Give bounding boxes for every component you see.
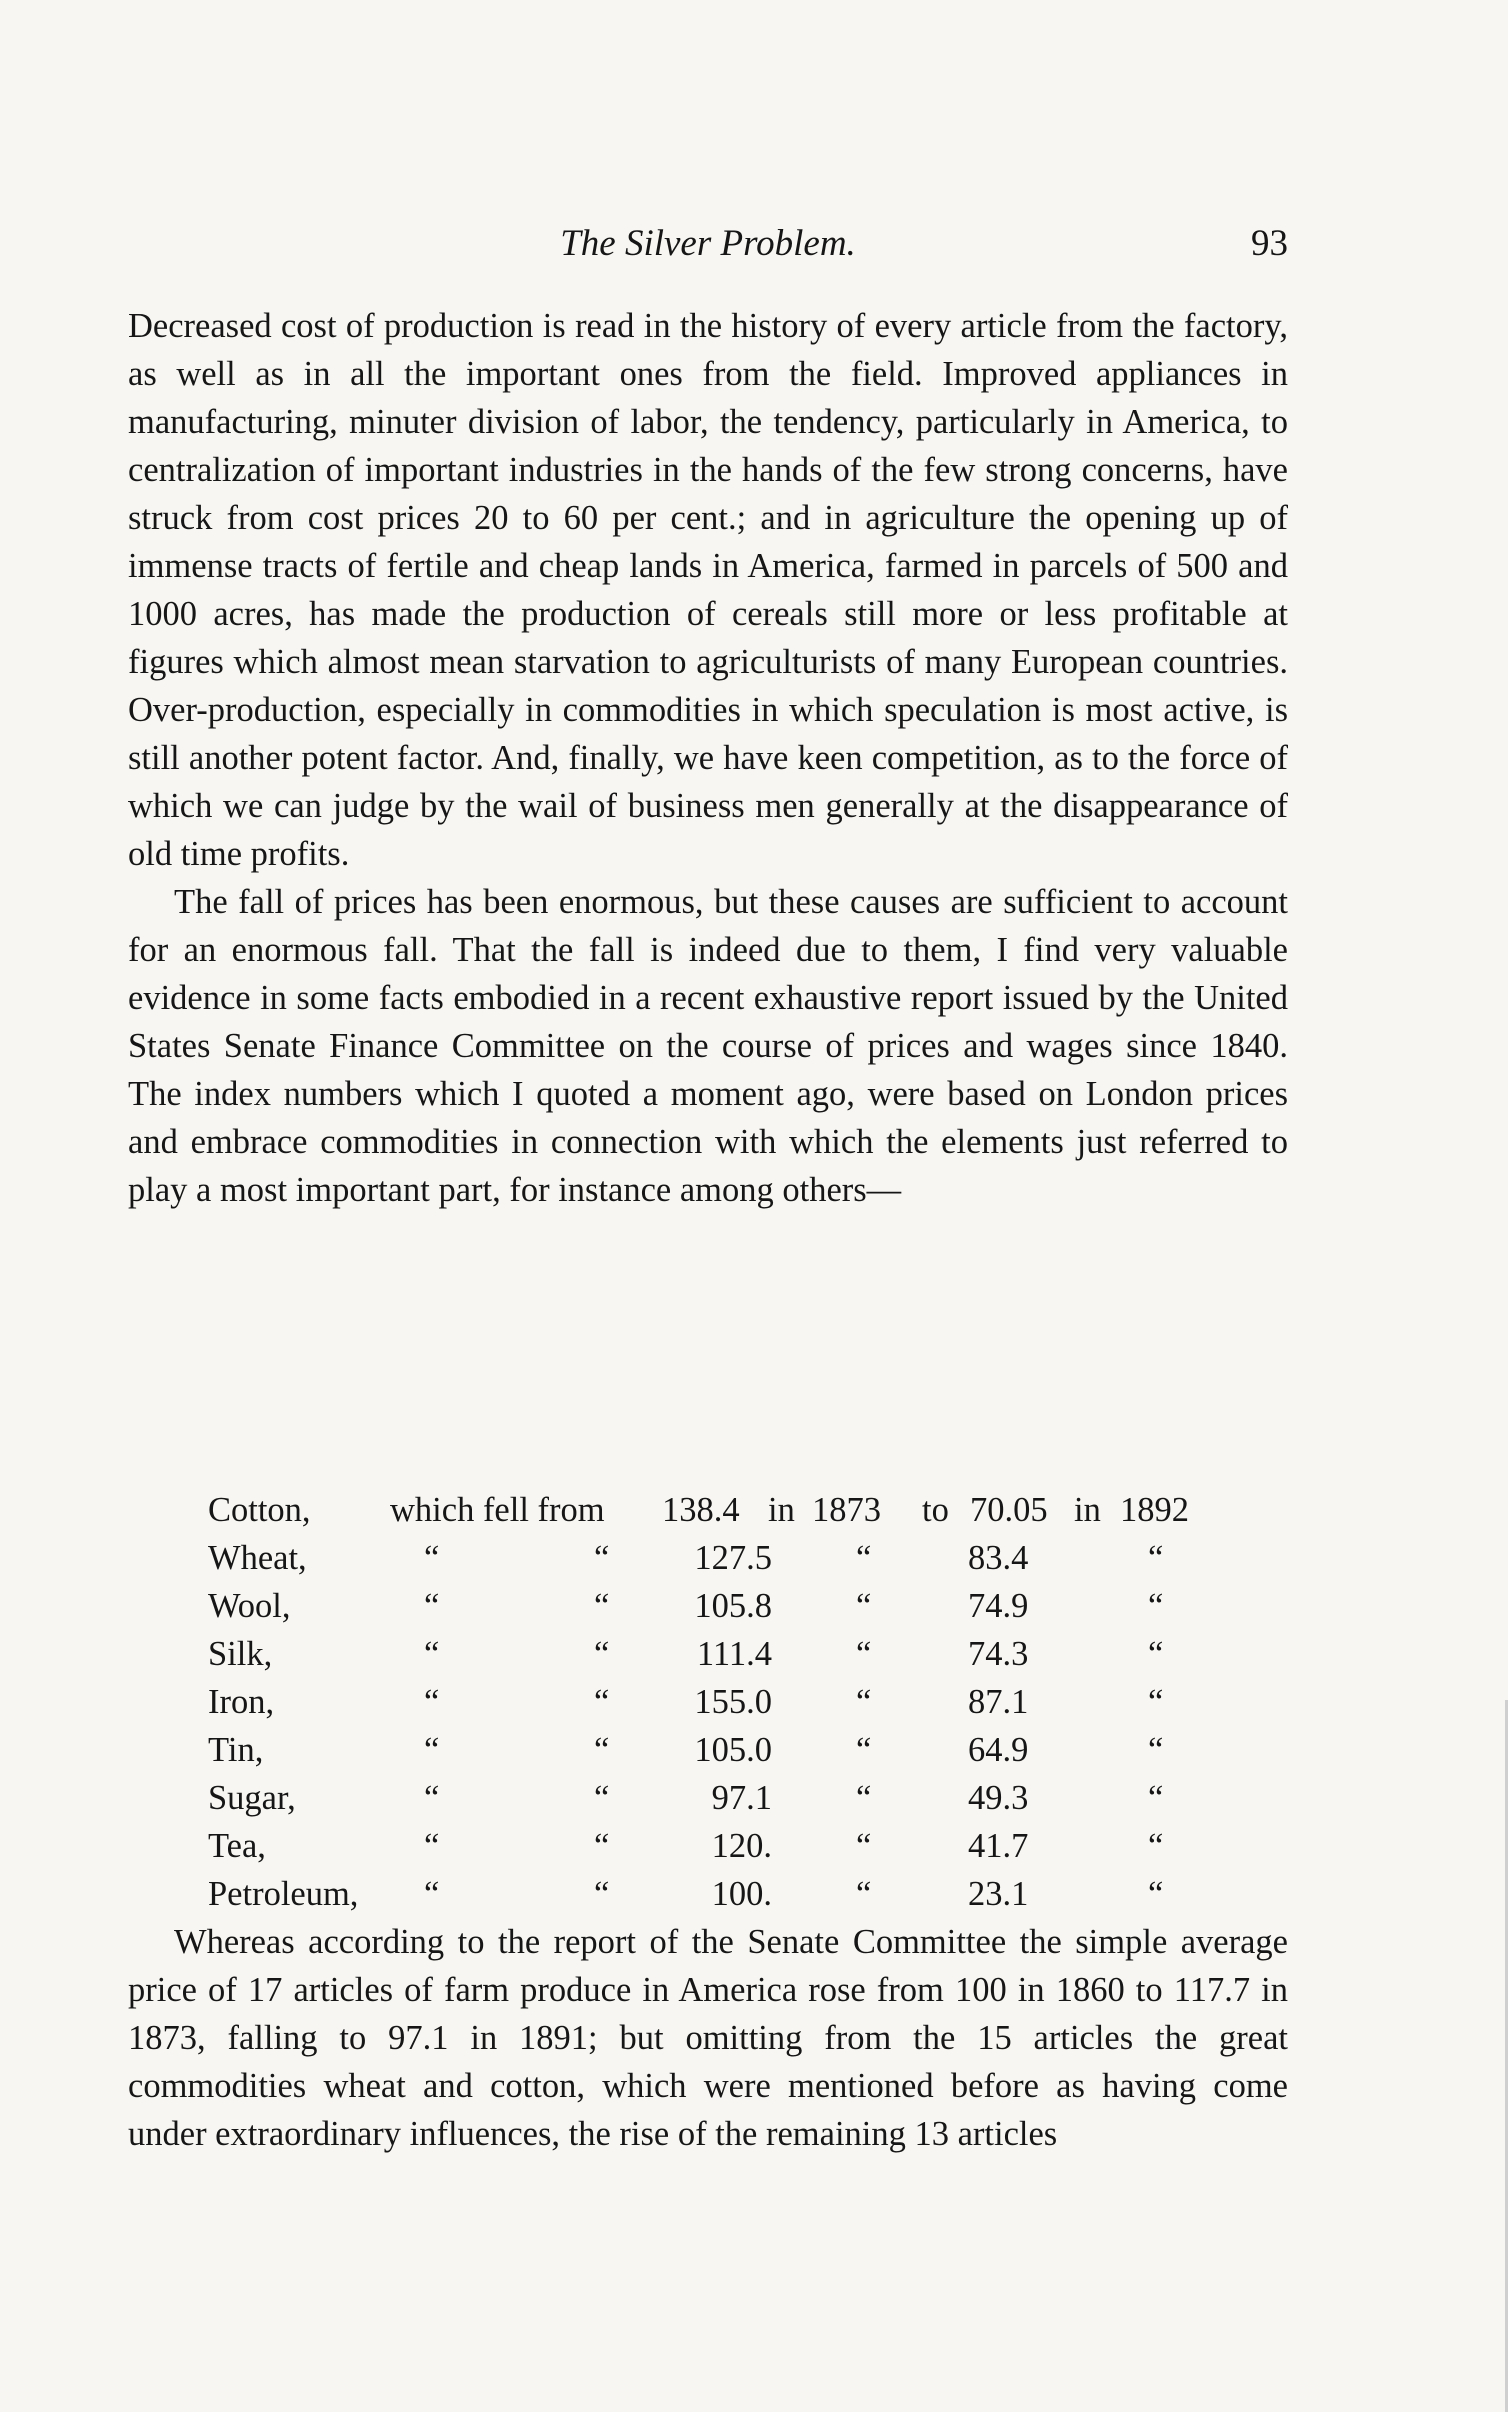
row-verb: which fell from	[390, 1491, 605, 1529]
ditto-mark: “	[424, 1827, 440, 1865]
ditto-mark: “	[1148, 1635, 1164, 1673]
paragraph-1: Decreased cost of production is read in the history of every article from the factory, as well as in all the important ones from the field. Improved appliances in manufacturing, minuter division of labor, the tendency, particularly in America, to centralization of important industries in the hands of the few strong concerns, have struck from cost prices 20 to 60 per cent.; and in agriculture the opening up of immense tracts of fertile and cheap lands in America, farmed in parcels of 500 and 1000 acres, has made the production of cereals still more or less profitable at figures which almost mean starvation to agriculturists of many European countries. Over-production, especially in commodities in which speculation is most active, is still another potent factor. And, finally, we have keen competition, as to the force of which we can judge by the wail of business men generally at the disappearance of old time profits.	[128, 307, 1288, 873]
commodity-name: Silk,	[208, 1635, 273, 1673]
ditto-mark: “	[1148, 1539, 1164, 1577]
ditto-mark: “	[424, 1539, 440, 1577]
from-value: 100.	[711, 1875, 772, 1913]
ditto-mark: “	[594, 1635, 610, 1673]
ditto-mark: “	[856, 1875, 872, 1913]
running-title: The Silver Problem.	[560, 223, 856, 264]
ditto-mark: “	[856, 1539, 872, 1577]
to-value: 74.3	[968, 1635, 1029, 1673]
to-value: 23.1	[968, 1875, 1029, 1913]
ditto-mark: “	[1148, 1587, 1164, 1625]
from-value: 105.0	[694, 1731, 772, 1769]
ditto-mark: “	[856, 1587, 872, 1625]
table-row	[208, 1870, 1208, 1918]
to-value: 83.4	[968, 1539, 1029, 1577]
ditto-mark: “	[424, 1683, 440, 1721]
from-value: 105.8	[694, 1587, 772, 1625]
closing-text	[128, 1918, 1288, 2158]
table-row	[208, 1630, 1208, 1678]
ditto-mark: “	[856, 1731, 872, 1769]
table-row	[208, 1822, 1208, 1870]
ditto-mark: “	[594, 1539, 610, 1577]
table-row	[208, 1534, 1208, 1582]
to-value: 70.05	[970, 1491, 1048, 1529]
in-word: in	[768, 1491, 795, 1529]
table-row	[208, 1726, 1208, 1774]
year-from: 1873	[812, 1491, 881, 1529]
in-word: in	[1074, 1491, 1101, 1529]
page-number: 93	[1251, 223, 1288, 264]
ditto-mark: “	[424, 1779, 440, 1817]
ditto-mark: “	[424, 1635, 440, 1673]
page-header	[128, 222, 1288, 282]
ditto-mark: “	[1148, 1683, 1164, 1721]
commodity-name: Wool,	[208, 1587, 291, 1625]
to-value: 87.1	[968, 1683, 1029, 1721]
table-row	[208, 1678, 1208, 1726]
ditto-mark: “	[1148, 1731, 1164, 1769]
ditto-mark: “	[856, 1779, 872, 1817]
commodity-name: Tin,	[208, 1731, 264, 1769]
from-value: 155.0	[694, 1683, 772, 1721]
to-value: 49.3	[968, 1779, 1029, 1817]
table-row	[208, 1582, 1208, 1630]
paragraph-3: Whereas according to the report of the Senate Committee the simple average price of 17 articles of farm produce in America rose from 100 in 1860 to 117.7 in 1873, falling to 97.1 in 1891; but omitting from the 15 articles the great commodities wheat and cotton, which were mentioned before as having come under extraordinary influences, the rise of the remaining 13 articles	[128, 1923, 1288, 2153]
commodity-name: Sugar,	[208, 1779, 296, 1817]
to-word: to	[922, 1491, 949, 1529]
ditto-mark: “	[1148, 1827, 1164, 1865]
ditto-mark: “	[424, 1731, 440, 1769]
to-value: 64.9	[968, 1731, 1029, 1769]
ditto-mark: “	[594, 1779, 610, 1817]
to-value: 41.7	[968, 1827, 1029, 1865]
ditto-mark: “	[1148, 1875, 1164, 1913]
table-row	[208, 1486, 1208, 1534]
body-text	[128, 302, 1288, 1214]
paragraph-2: The fall of prices has been enormous, but these causes are sufficient to account for an enormous fall. That the fall is indeed due to them, I find very valuable evidence in some facts embodied in a recent exhaustive report issued by the United States Senate Finance Committee on the course of prices and wages since 1840. The index numbers which I quoted a moment ago, were based on London prices and embrace commodities in connection with which the elements just referred to play a most important part, for instance among others—	[128, 883, 1288, 1209]
year-to: 1892	[1120, 1491, 1189, 1529]
table-row	[208, 1774, 1208, 1822]
commodity-name: Tea,	[208, 1827, 266, 1865]
price-table	[208, 1486, 1208, 1918]
to-value: 74.9	[968, 1587, 1029, 1625]
ditto-mark: “	[594, 1683, 610, 1721]
commodity-name: Petroleum,	[208, 1875, 359, 1913]
ditto-mark: “	[856, 1827, 872, 1865]
ditto-mark: “	[594, 1731, 610, 1769]
ditto-mark: “	[1148, 1779, 1164, 1817]
ditto-mark: “	[856, 1635, 872, 1673]
ditto-mark: “	[594, 1827, 610, 1865]
commodity-name: Wheat,	[208, 1539, 307, 1577]
commodity-name: Cotton,	[208, 1491, 311, 1529]
ditto-mark: “	[856, 1683, 872, 1721]
from-value: 120.	[711, 1827, 772, 1865]
commodity-name: Iron,	[208, 1683, 275, 1721]
ditto-mark: “	[424, 1587, 440, 1625]
from-value: 138.4	[662, 1491, 740, 1529]
ditto-mark: “	[594, 1875, 610, 1913]
ditto-mark: “	[594, 1587, 610, 1625]
from-value: 111.4	[696, 1635, 772, 1673]
ditto-rows	[208, 1534, 1208, 1918]
from-value: 127.5	[694, 1539, 772, 1577]
from-value: 97.1	[711, 1779, 772, 1817]
ditto-mark: “	[424, 1875, 440, 1913]
